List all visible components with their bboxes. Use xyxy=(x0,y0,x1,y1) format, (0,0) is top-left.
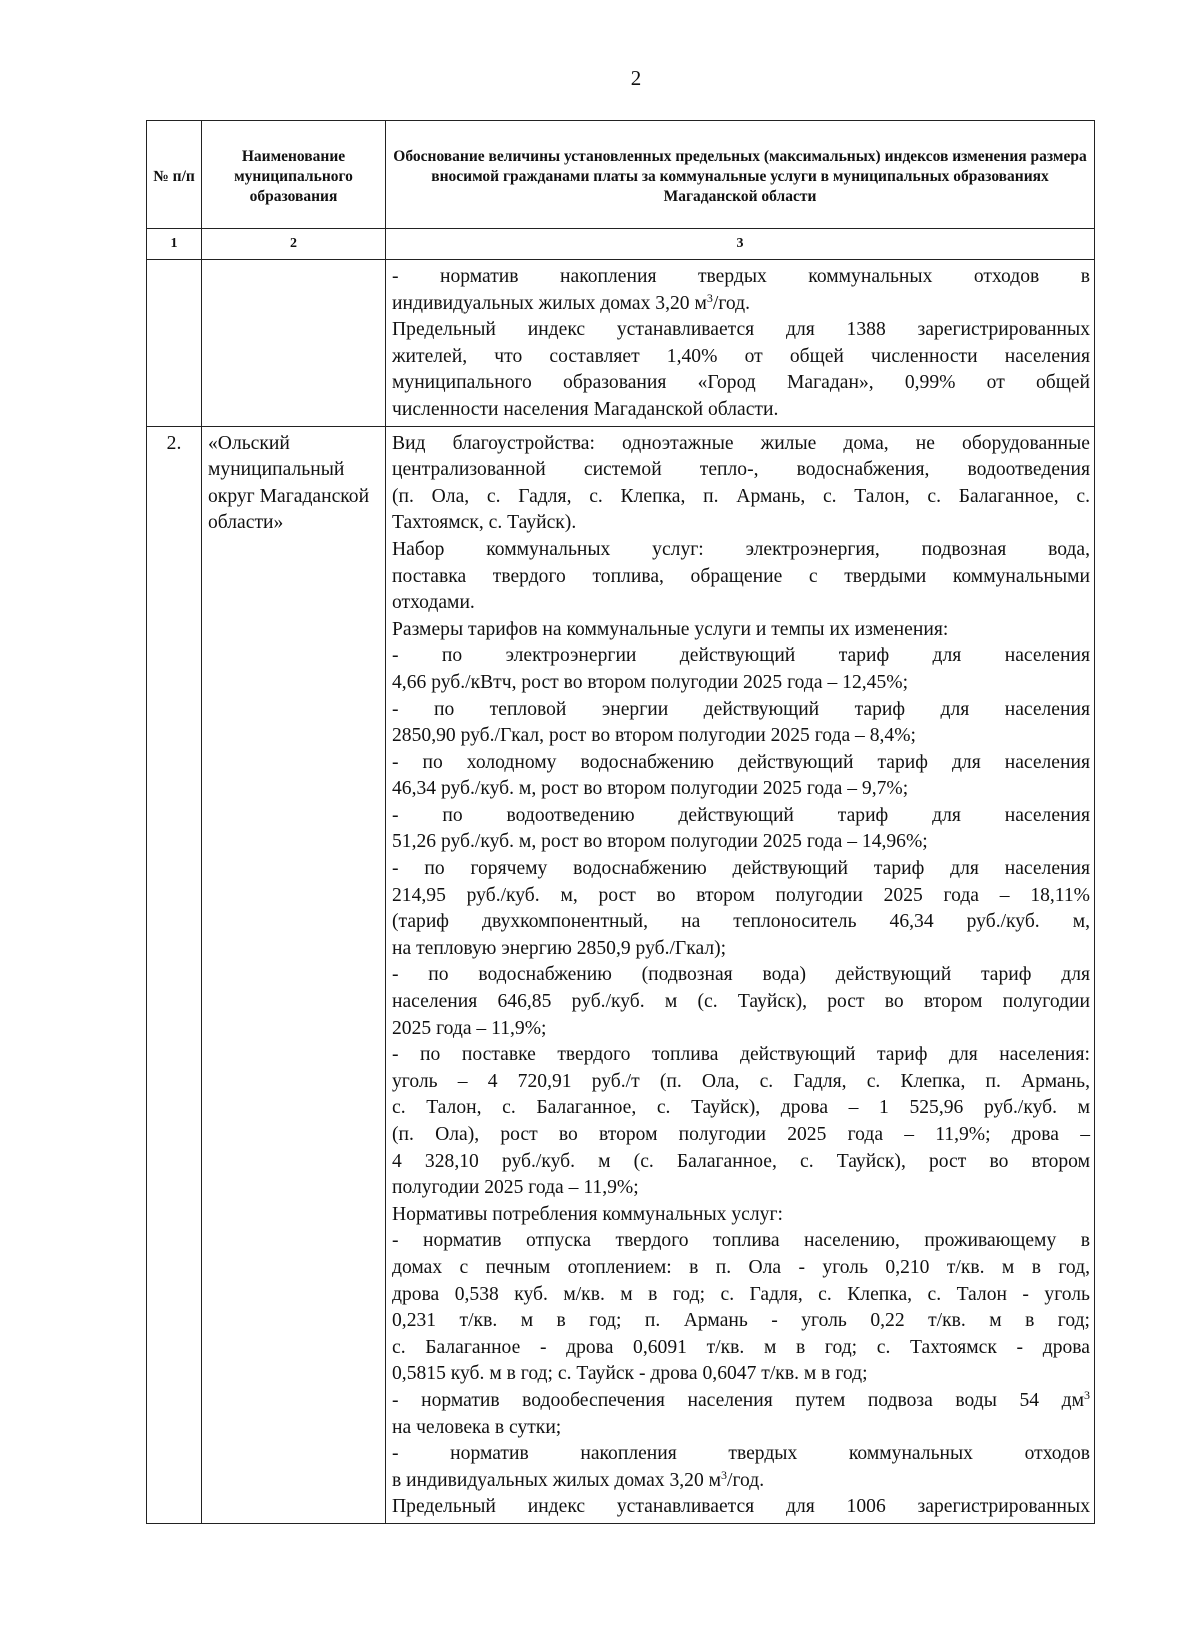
text-line: - по электроэнергии действующий тариф для населения xyxy=(392,645,1090,667)
justification-text xyxy=(386,260,1095,427)
text-line: 2025 года – 11,9%; xyxy=(392,1017,547,1039)
text-line: Тахтоямск, с. Тауйск). xyxy=(392,512,577,534)
text-line: с. Балаганное - дрова 0,6091 т/кв. м в год; с. Тахтоямск - дрова xyxy=(392,1336,1090,1358)
column-number-row xyxy=(147,229,1095,260)
text-line: (п. Ола, с. Гадля, с. Клепка, п. Армань, с. Талон, с. Балаганное, с. xyxy=(392,485,1090,507)
header-num: № п/п xyxy=(147,121,202,229)
text-line: Предельный индекс устанавливается для 1388 зарегистрированных xyxy=(392,319,1090,341)
text-line: - норматив водообеспечения населения путем подвоза воды 54 $дм^3$ xyxy=(392,1387,1090,1411)
text-line: 51,26 руб./куб. м, рост во втором полугодии 2025 года – 14,96%; xyxy=(392,831,928,853)
text-line: индивидуальных жилых домах 3,20 $м^3$/год. xyxy=(392,290,750,314)
text-line: Предельный индекс устанавливается для 1006 зарегистрированных xyxy=(392,1496,1090,1518)
text-line: - по тепловой энергии действующий тариф для населения xyxy=(392,698,1090,720)
text-line: - норматив накопления твердых коммунальных отходов xyxy=(392,1443,1090,1465)
table-row xyxy=(147,426,1095,1523)
row-number xyxy=(147,260,202,427)
text-line: - по горячему водоснабжению действующий тариф для населения xyxy=(392,858,1090,880)
text-line: - по водоснабжению (подвозная вода) действующий тариф для xyxy=(392,964,1090,986)
text-line: с. Талон, с. Балаганное, с. Тауйск), дрова – 1 525,96 руб./куб. м xyxy=(392,1097,1090,1119)
text-line: 2850,90 руб./Гкал, рост во втором полугодии 2025 года – 8,4%; xyxy=(392,725,916,747)
text-line: Набор коммунальных услуг: электроэнергия, подвозная вода, xyxy=(392,538,1090,560)
text-line: муниципального образования «Город Магадан», 0,99% от общей xyxy=(392,372,1090,394)
text-line: дрова 0,538 куб. м/кв. м в год; с. Гадля, с. Клепка, с. Талон - уголь xyxy=(392,1283,1090,1305)
header-name: Наименование муниципального образования xyxy=(202,121,386,229)
page-number: 2 xyxy=(630,66,642,90)
text-line: в индивидуальных жилых домах 3,20 $м^3$/год. xyxy=(392,1467,765,1491)
municipality-name xyxy=(202,260,386,427)
text-line: 4,66 руб./кВтч, рост во втором полугодии 2025 года – 12,45%; xyxy=(392,671,909,693)
text-line: 0,231 т/кв. м в год; п. Армань - уголь 0,22 т/кв. м в год; xyxy=(392,1310,1090,1332)
text-line: населения 646,85 руб./куб. м (с. Тауйск), рост во втором полугодии xyxy=(392,991,1090,1013)
tariff-justification-table xyxy=(146,120,1095,1524)
text-line: - по поставке твердого топлива действующий тариф для населения: xyxy=(392,1044,1090,1066)
text-line: 0,5815 куб. м в год; с. Тауйск - дрова 0,6047 т/кв. м в год; xyxy=(392,1363,868,1385)
text-line: - норматив отпуска твердого топлива населению, проживающему в xyxy=(392,1230,1090,1252)
column-number: 1 xyxy=(147,229,202,260)
row-number: 2. xyxy=(147,426,202,1523)
column-number: 2 xyxy=(202,229,386,260)
text-line: - норматив накопления твердых коммунальных отходов в xyxy=(392,266,1090,287)
text-line: жителей, что составляет 1,40% от общей численности населения xyxy=(392,345,1090,367)
text-line: на человека в сутки; xyxy=(392,1416,562,1438)
text-line: Вид благоустройства: одноэтажные жилые дома, не оборудованные xyxy=(392,432,1090,454)
text-line: 214,95 руб./куб. м, рост во втором полугодии 2025 года – 18,11% xyxy=(392,884,1090,906)
text-line: (п. Ола), рост во втором полугодии 2025 года – 11,9%; дрова – xyxy=(392,1124,1090,1145)
municipality-name: «Ольский муниципальный округ Магаданской области» xyxy=(202,426,386,1523)
text-line: Нормативы потребления коммунальных услуг: xyxy=(392,1203,783,1225)
text-line: 4 328,10 руб./куб. м (с. Балаганное, с. Тауйск), рост во втором xyxy=(392,1150,1090,1172)
text-line: - по водоотведению действующий тариф для населения xyxy=(392,804,1090,826)
text-line: (тариф двухкомпонентный, на теплоноситель 46,34 руб./куб. м, xyxy=(392,911,1090,933)
text-line: - по холодному водоснабжению действующий тариф для населения xyxy=(392,751,1090,773)
column-number: 3 xyxy=(386,229,1095,260)
text-line: централизованной системой тепло-, водоснабжения, водоотведения xyxy=(392,459,1090,481)
text-line: 46,34 руб./куб. м, рост во втором полугодии 2025 года – 9,7%; xyxy=(392,778,909,800)
text-line: Размеры тарифов на коммунальные услуги и темпы их изменения: xyxy=(392,618,949,640)
text-line: на тепловую энергию 2850,9 руб./Гкал); xyxy=(392,937,727,959)
justification-text xyxy=(386,426,1095,1523)
text-line: уголь – 4 720,91 руб./т (п. Ола, с. Гадля, с. Клепка, п. Армань, xyxy=(392,1070,1090,1092)
text-line: отходами. xyxy=(392,592,475,614)
text-line: численности населения Магаданской области. xyxy=(392,398,779,420)
text-line: поставка твердого топлива, обращение с твердыми коммунальными xyxy=(392,565,1090,587)
table-header-row xyxy=(147,121,1095,229)
text-line: домах с печным отоплением: в п. Ола - уголь 0,210 т/кв. м в год, xyxy=(392,1256,1090,1278)
text-line: полугодии 2025 года – 11,9%; xyxy=(392,1177,639,1199)
table-row xyxy=(147,260,1095,427)
header-justification: Обоснование величины установленных предельных (максимальных) индексов изменения размера вносимой гражданами платы за коммунальные услуги в муниципальных образованиях Магаданской области xyxy=(386,121,1095,229)
